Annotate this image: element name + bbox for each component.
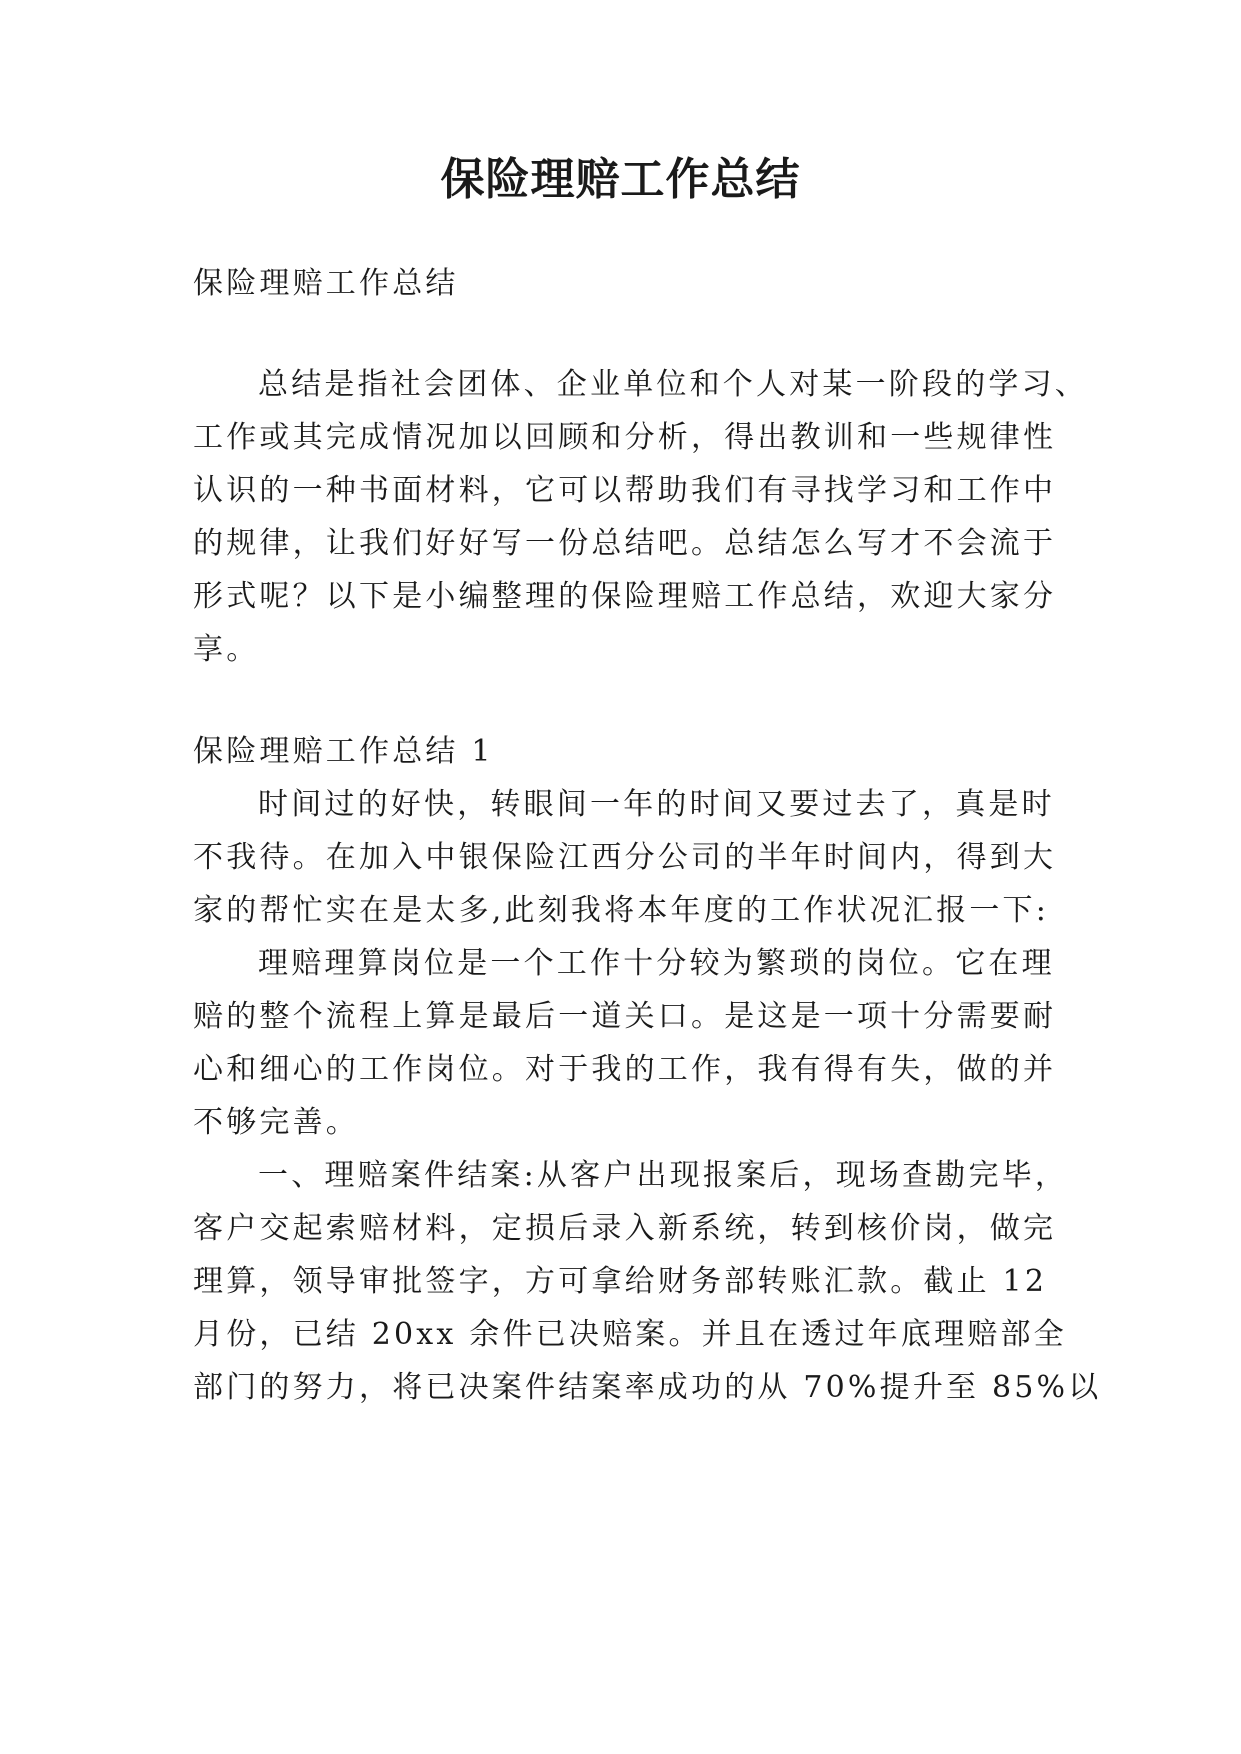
paragraph-line: 理算，领导审批签字，方可拿给财务部转账汇款。截止 12 <box>193 1264 1048 1299</box>
paragraph-line: 赔的整个流程上算是最后一道关口。是这是一项十分需要耐 <box>193 999 1057 1034</box>
intro-line: 形式呢？以下是小编整理的保险理赔工作总结，欢迎大家分 <box>193 579 1057 614</box>
intro-line: 的规律，让我们好好写一份总结吧。总结怎么写才不会流于 <box>193 526 1057 561</box>
intro-line: 总结是指社会团体、企业单位和个人对某一阶段的学习、 <box>258 367 1088 402</box>
document-subtitle: 保险理赔工作总结 <box>193 266 459 301</box>
paragraph-line: 客户交起索赔材料，定损后录入新系统，转到核价岗，做完 <box>193 1211 1057 1246</box>
document-title: 保险理赔工作总结 <box>440 154 801 205</box>
intro-line: 工作或其完成情况加以回顾和分析，得出教训和一些规律性 <box>193 420 1057 455</box>
paragraph-line: 家的帮忙实在是太多,此刻我将本年度的工作状况汇报一下: <box>193 893 1050 928</box>
paragraph-line: 时间过的好快，转眼间一年的时间又要过去了，真是时 <box>258 787 1055 822</box>
paragraph-line: 理赔理算岗位是一个工作十分较为繁琐的岗位。它在理 <box>258 946 1055 981</box>
intro-line: 享。 <box>193 632 260 667</box>
paragraph-line: 一、理赔案件结案:从客户出现报案后，现场查勘完毕， <box>258 1158 1069 1193</box>
paragraph-line: 心和细心的工作岗位。对于我的工作，我有得有失，做的并 <box>193 1052 1057 1087</box>
paragraph-line: 月份，已结 20xx 余件已决赔案。并且在透过年底理赔部全 <box>193 1317 1067 1352</box>
section-heading: 保险理赔工作总结 1 <box>193 734 494 769</box>
paragraph-line: 不我待。在加入中银保险江西分公司的半年时间内，得到大 <box>193 840 1057 875</box>
intro-line: 认识的一种书面材料，它可以帮助我们有寻找学习和工作中 <box>193 473 1057 508</box>
paragraph-line: 不够完善。 <box>193 1105 359 1140</box>
paragraph-line: 部门的努力，将已决案件结案率成功的从 70%提升至 85%以 <box>193 1370 1102 1405</box>
